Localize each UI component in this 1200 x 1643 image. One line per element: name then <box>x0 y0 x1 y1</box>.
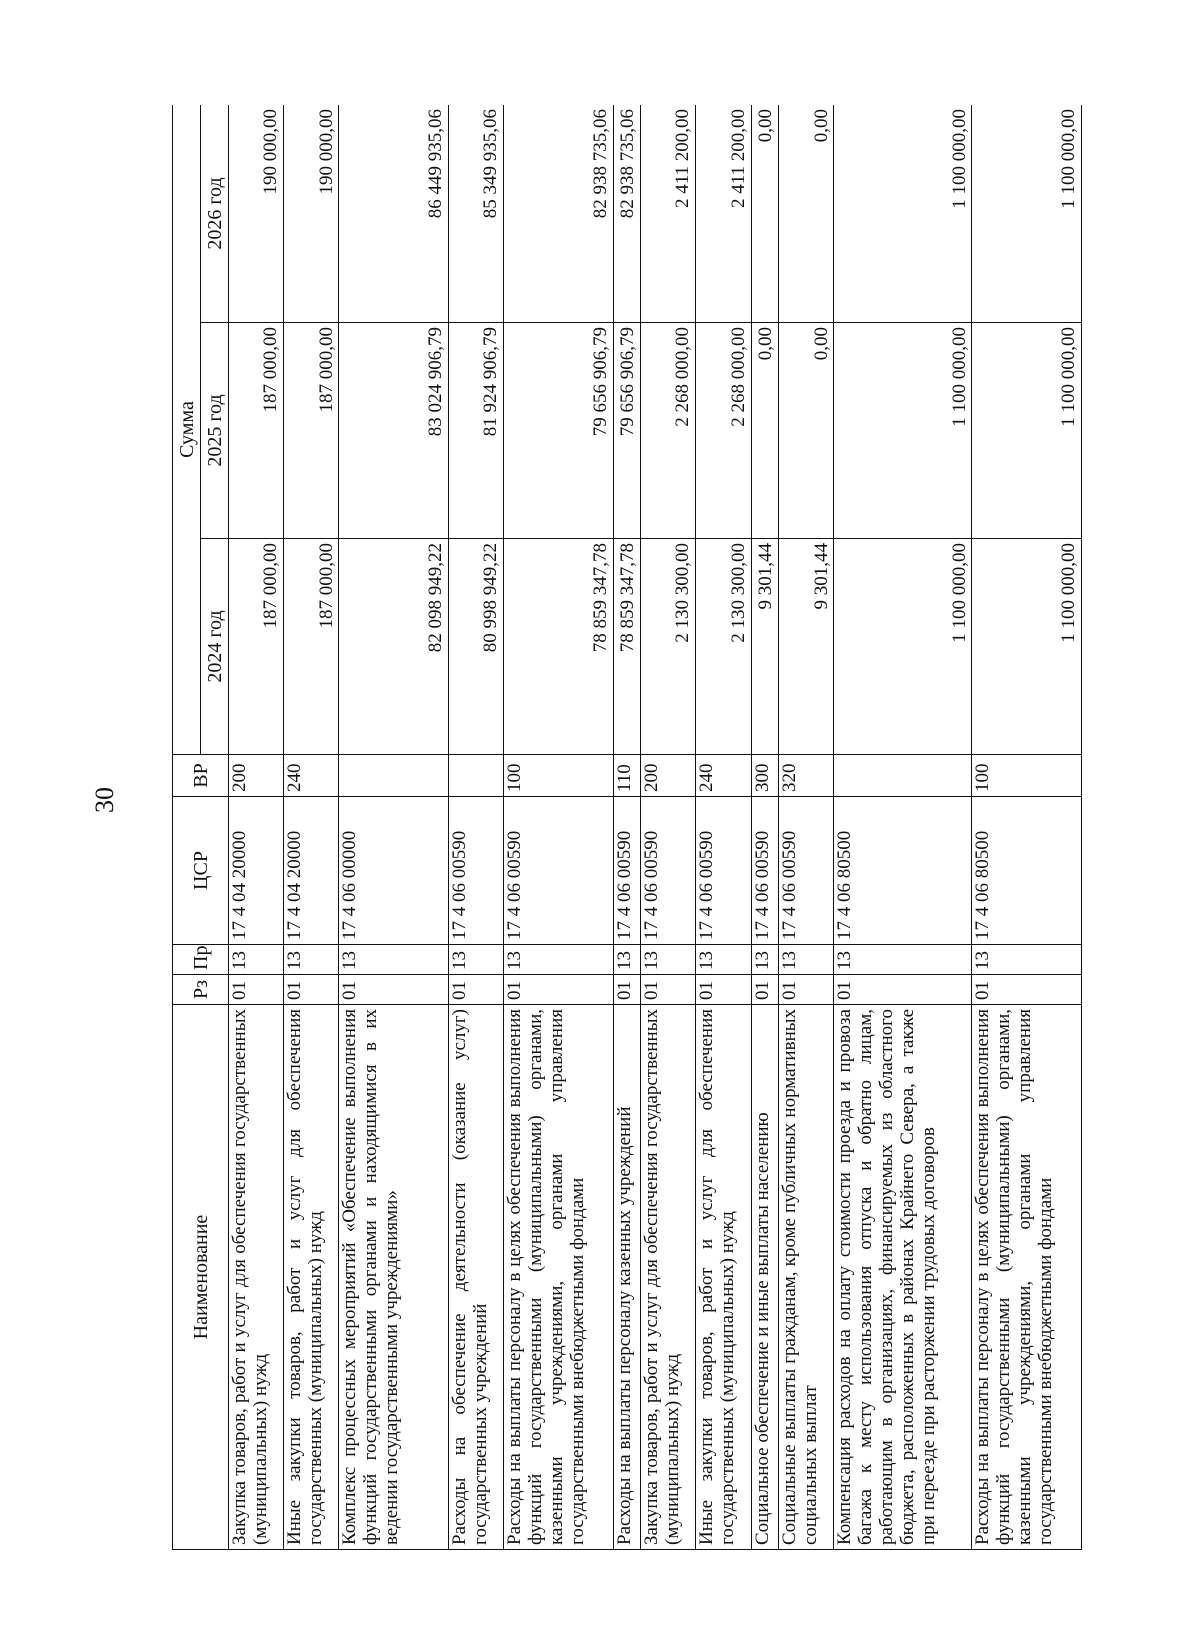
table-row <box>834 105 972 1550</box>
row-sum-2024: 187 000,00 <box>229 539 284 755</box>
row-sum-2024: 82 098 949,22 <box>339 539 448 755</box>
table-row <box>751 105 779 1550</box>
row-name: Расходы на выплаты персоналу в целях обеспечения выполнения функций государственными (муниципальными) органами, казенными учреждениями, органами управления государственными внебюджетными фондами <box>504 1005 613 1550</box>
header-rz: Рз <box>173 975 229 1005</box>
row-sum-2025: 83 024 906,79 <box>339 323 448 539</box>
row-sum-2025: 187 000,00 <box>284 323 339 539</box>
row-vr: 320 <box>779 755 834 797</box>
row-pr: 13 <box>834 945 972 975</box>
row-name: Иные закупки товаров, работ и услуг для обеспечения государственных (муниципальных) нужд <box>284 1005 339 1550</box>
row-rz: 01 <box>504 975 613 1005</box>
row-vr: 240 <box>696 755 751 797</box>
table-row <box>448 105 503 1550</box>
row-rz: 01 <box>834 975 972 1005</box>
row-name: Закупка товаров, работ и услуг для обеспечения государственных (муниципальных) нужд <box>641 1005 696 1550</box>
row-csr: 17 4 06 00000 <box>339 797 448 945</box>
row-sum-2026: 1 100 000,00 <box>834 105 972 323</box>
header-2026: 2026 год <box>201 105 229 323</box>
header-vr: ВР <box>173 755 229 797</box>
row-sum-2025: 1 100 000,00 <box>834 323 972 539</box>
row-csr: 17 4 06 00590 <box>448 797 503 945</box>
row-rz: 01 <box>972 975 1082 1005</box>
header-2025: 2025 год <box>201 323 229 539</box>
row-sum-2025: 0,00 <box>751 323 779 539</box>
row-vr <box>448 755 503 797</box>
rotated-table-frame <box>172 105 1082 1550</box>
row-pr: 13 <box>229 945 284 975</box>
row-sum-2026: 82 938 735,06 <box>613 105 641 323</box>
row-pr: 13 <box>751 945 779 975</box>
row-csr: 17 4 06 00590 <box>751 797 779 945</box>
header-2024: 2024 год <box>201 539 229 755</box>
row-rz: 01 <box>613 975 641 1005</box>
row-sum-2024: 187 000,00 <box>284 539 339 755</box>
row-name: Расходы на выплаты персоналу казенных учреждений <box>613 1005 641 1550</box>
row-sum-2025: 81 924 906,79 <box>448 323 503 539</box>
row-vr: 100 <box>504 755 613 797</box>
row-name: Компенсация расходов на оплату стоимости проезда и провоза багажа к месту использования отпуска и обратно лицам, работающим в организациях, финансируемых из областного бюджета, расположенных в районах Крайнего Севера, а также при переезде при расторжении трудовых договоров <box>834 1005 972 1550</box>
table-row <box>339 105 448 1550</box>
row-csr: 17 4 06 00590 <box>641 797 696 945</box>
row-pr: 13 <box>696 945 751 975</box>
row-csr: 17 4 04 20000 <box>284 797 339 945</box>
table-row <box>641 105 696 1550</box>
row-rz: 01 <box>448 975 503 1005</box>
row-name: Комплекс процессных мероприятий «Обеспечение выполнения функций государственными органами и находящимися в их ведении государственными учреждениями» <box>339 1005 448 1550</box>
table-row <box>284 105 339 1550</box>
row-name: Расходы на выплаты персоналу в целях обеспечения выполнения функций государственными (муниципальными) органами, казенными учреждениями, органами управления государственными внебюджетными фондами <box>972 1005 1082 1550</box>
row-sum-2025: 187 000,00 <box>229 323 284 539</box>
row-name: Социальное обеспечение и иные выплаты населению <box>751 1005 779 1550</box>
row-vr: 300 <box>751 755 779 797</box>
row-sum-2024: 78 859 347,78 <box>504 539 613 755</box>
header-pr: Пр <box>173 945 229 975</box>
row-csr: 17 4 06 80500 <box>972 797 1082 945</box>
row-sum-2026: 1 100 000,00 <box>972 105 1082 323</box>
row-rz: 01 <box>696 975 751 1005</box>
row-sum-2024: 80 998 949,22 <box>448 539 503 755</box>
row-sum-2025: 0,00 <box>779 323 834 539</box>
row-rz: 01 <box>641 975 696 1005</box>
budget-table <box>172 105 1082 1550</box>
row-sum-2024: 78 859 347,78 <box>613 539 641 755</box>
table-row <box>696 105 751 1550</box>
row-csr: 17 4 06 00590 <box>613 797 641 945</box>
row-csr: 17 4 04 20000 <box>229 797 284 945</box>
table-row <box>779 105 834 1550</box>
row-sum-2024: 1 100 000,00 <box>972 539 1082 755</box>
table-row <box>972 105 1082 1550</box>
row-vr: 100 <box>972 755 1082 797</box>
row-csr: 17 4 06 00590 <box>696 797 751 945</box>
row-sum-2026: 86 449 935,06 <box>339 105 448 323</box>
row-vr: 200 <box>229 755 284 797</box>
row-sum-2026: 190 000,00 <box>229 105 284 323</box>
row-pr: 13 <box>779 945 834 975</box>
row-sum-2026: 190 000,00 <box>284 105 339 323</box>
row-sum-2026: 0,00 <box>751 105 779 323</box>
header-sum: Сумма <box>173 105 201 755</box>
row-pr: 13 <box>448 945 503 975</box>
page-number: 30 <box>90 787 119 813</box>
row-rz: 01 <box>779 975 834 1005</box>
row-sum-2025: 2 268 000,00 <box>696 323 751 539</box>
row-pr: 13 <box>504 945 613 975</box>
table-row <box>613 105 641 1550</box>
row-sum-2024: 9 301,44 <box>751 539 779 755</box>
row-sum-2024: 2 130 300,00 <box>696 539 751 755</box>
row-rz: 01 <box>284 975 339 1005</box>
row-csr: 17 4 06 80500 <box>834 797 972 945</box>
row-vr: 200 <box>641 755 696 797</box>
row-rz: 01 <box>229 975 284 1005</box>
table-body <box>229 105 1082 1550</box>
row-sum-2026: 2 411 200,00 <box>696 105 751 323</box>
row-sum-2024: 2 130 300,00 <box>641 539 696 755</box>
row-sum-2024: 1 100 000,00 <box>834 539 972 755</box>
row-sum-2024: 9 301,44 <box>779 539 834 755</box>
row-csr: 17 4 06 00590 <box>779 797 834 945</box>
row-vr <box>339 755 448 797</box>
header-csr: ЦСР <box>173 797 229 945</box>
row-pr: 13 <box>284 945 339 975</box>
row-sum-2025: 2 268 000,00 <box>641 323 696 539</box>
row-sum-2026: 85 349 935,06 <box>448 105 503 323</box>
row-sum-2026: 0,00 <box>779 105 834 323</box>
row-vr: 110 <box>613 755 641 797</box>
row-sum-2026: 82 938 735,06 <box>504 105 613 323</box>
row-sum-2026: 2 411 200,00 <box>641 105 696 323</box>
row-pr: 13 <box>339 945 448 975</box>
row-name: Расходы на обеспечение деятельности (оказание услуг) государственных учреждений <box>448 1005 503 1550</box>
row-sum-2025: 1 100 000,00 <box>972 323 1082 539</box>
table-container <box>172 105 1082 1550</box>
row-name: Социальные выплаты гражданам, кроме публичных нормативных социальных выплат <box>779 1005 834 1550</box>
row-name: Закупка товаров, работ и услуг для обеспечения государственных (муниципальных) нужд <box>229 1005 284 1550</box>
row-rz: 01 <box>751 975 779 1005</box>
row-sum-2025: 79 656 906,79 <box>613 323 641 539</box>
table-row <box>229 105 284 1550</box>
row-rz: 01 <box>339 975 448 1005</box>
row-vr: 240 <box>284 755 339 797</box>
header-name: Наименование <box>173 1005 229 1550</box>
row-name: Иные закупки товаров, работ и услуг для обеспечения государственных (муниципальных) нужд <box>696 1005 751 1550</box>
table-row <box>504 105 613 1550</box>
row-pr: 13 <box>641 945 696 975</box>
row-pr: 13 <box>613 945 641 975</box>
row-vr <box>834 755 972 797</box>
row-pr: 13 <box>972 945 1082 975</box>
row-csr: 17 4 06 00590 <box>504 797 613 945</box>
row-sum-2025: 79 656 906,79 <box>504 323 613 539</box>
